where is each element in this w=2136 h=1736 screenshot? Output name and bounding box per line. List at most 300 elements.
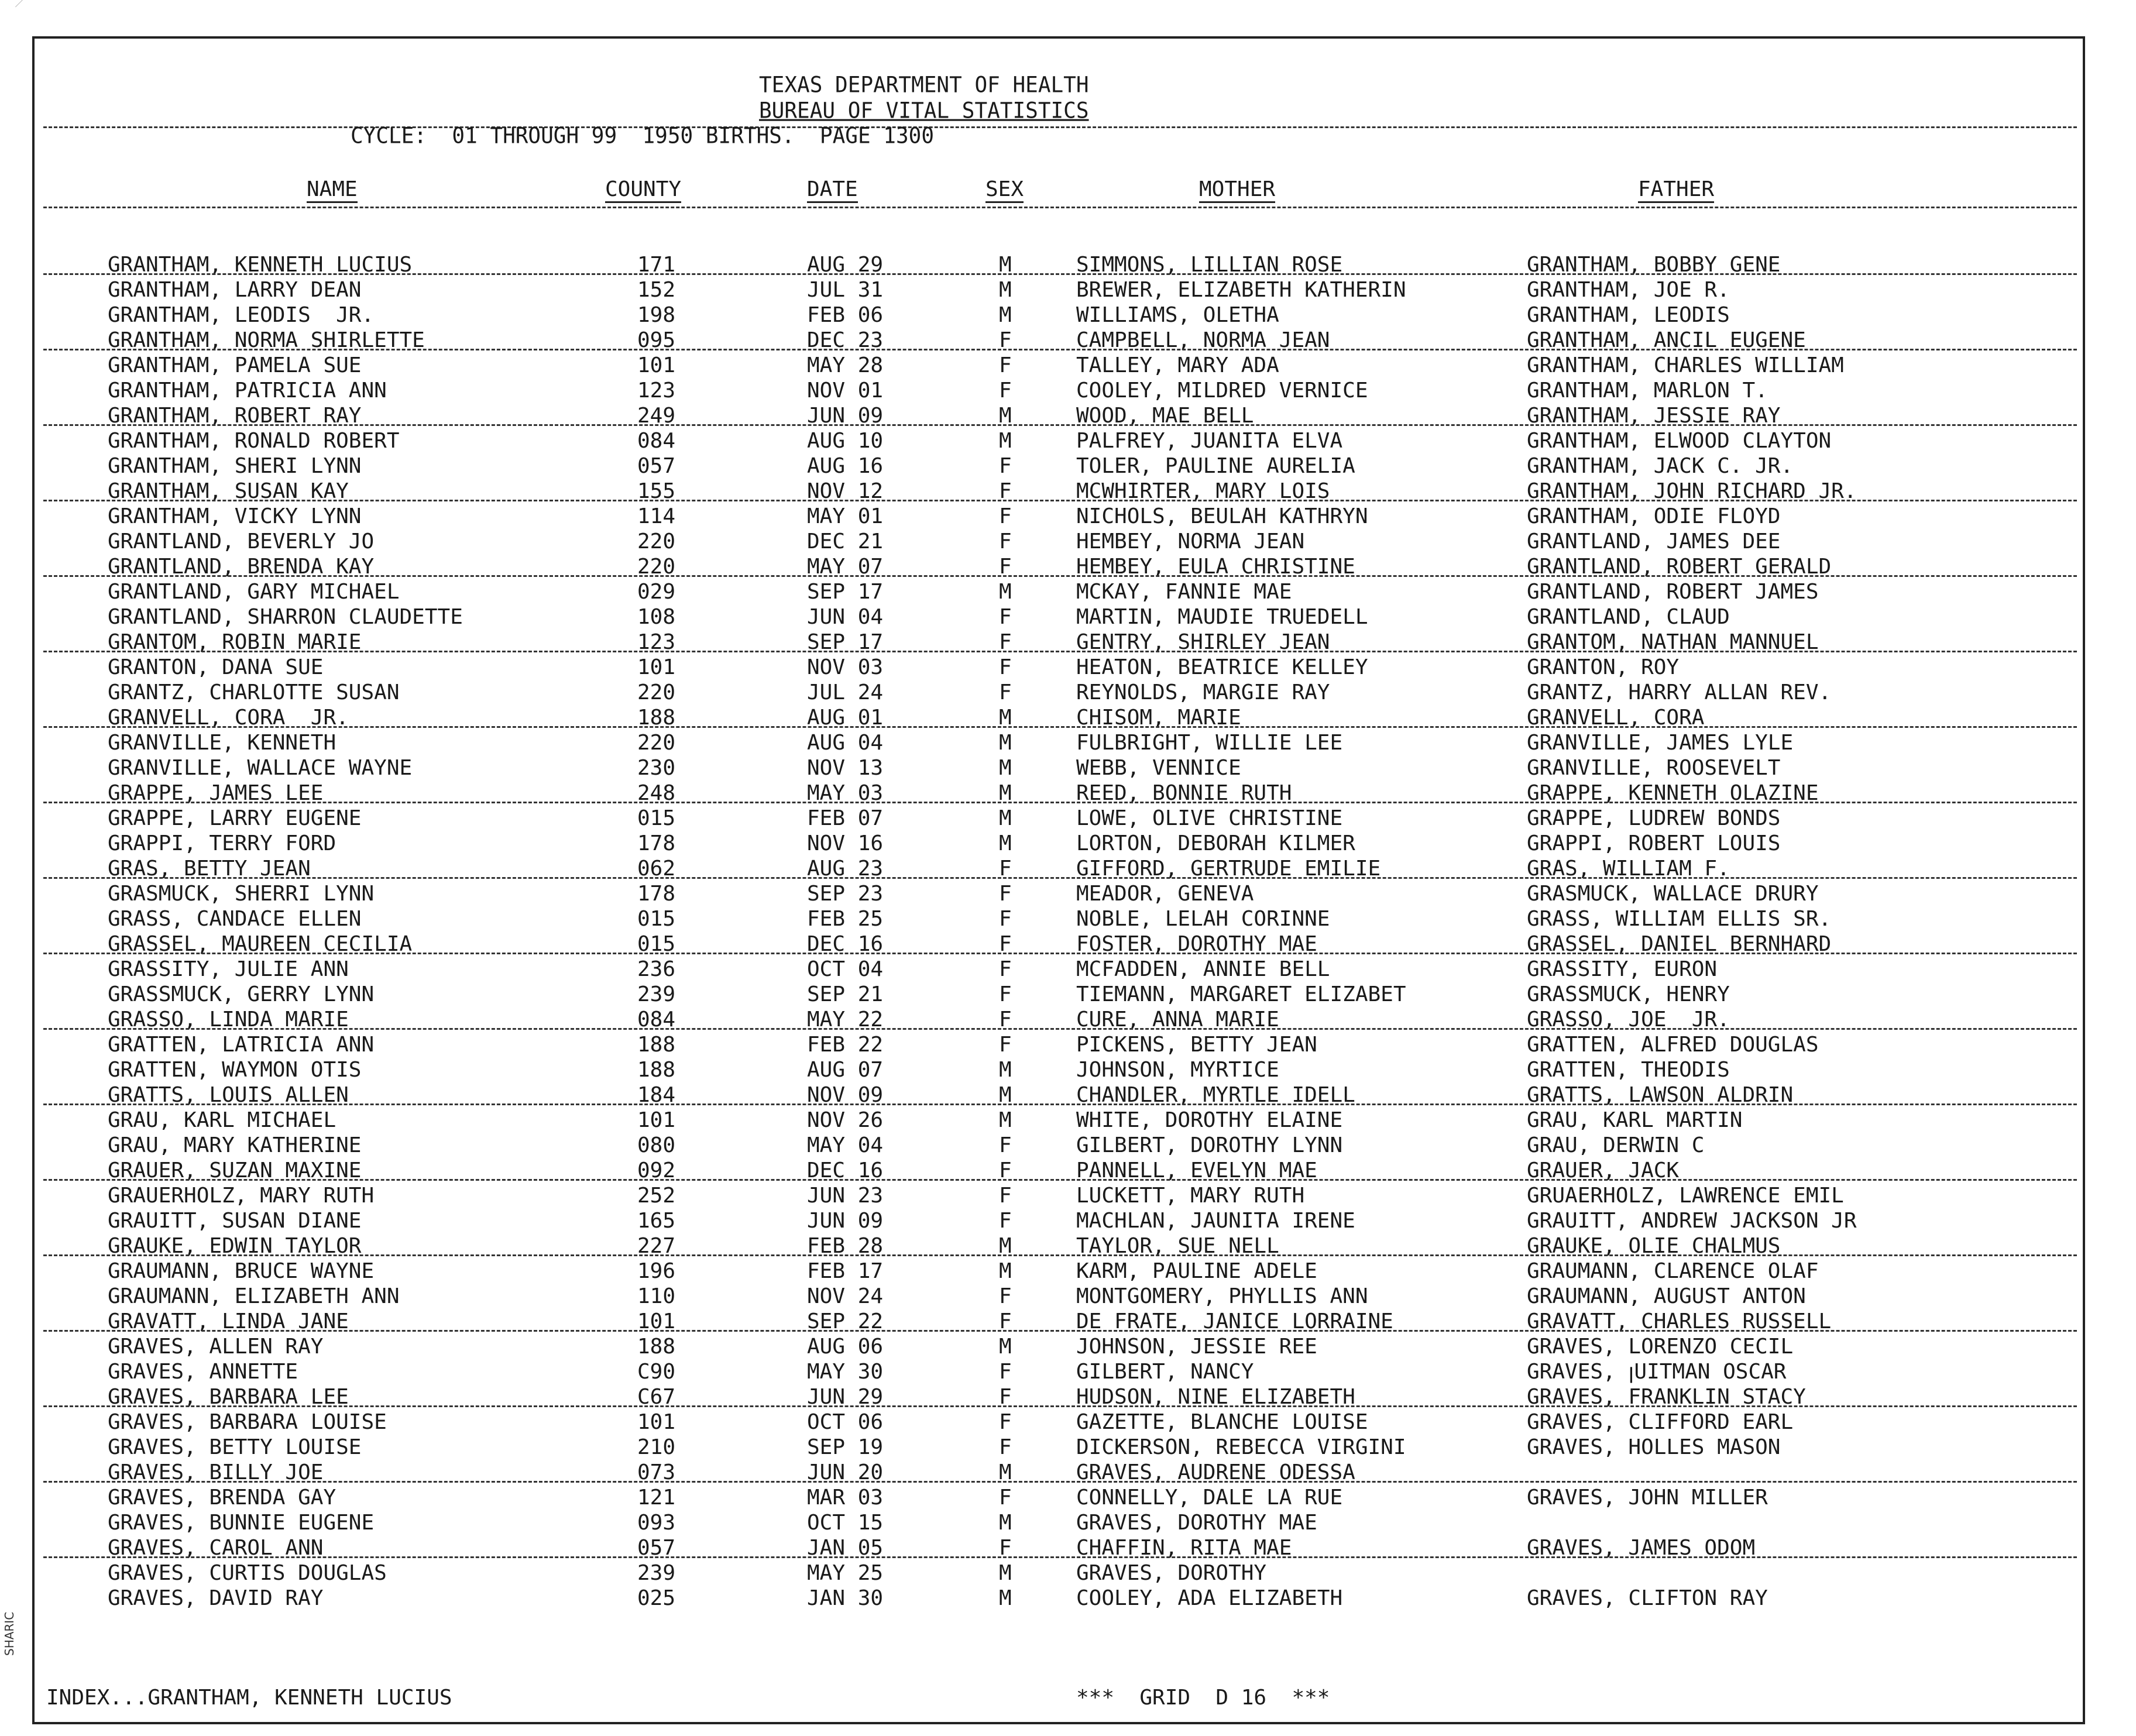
cell-name: GRANVILLE, WALLACE WAYNE: [108, 756, 413, 780]
cell-mother: HEMBEY, EULA CHRISTINE: [1076, 555, 1355, 579]
cell-father: GRATTEN, ALFRED DOUGLAS: [1527, 1033, 1819, 1057]
cell-date: JUL 24: [807, 680, 884, 704]
cell-name: GRAU, MARY KATHERINE: [108, 1133, 362, 1157]
cell-county: C67: [637, 1385, 676, 1409]
cell-sex: M: [999, 1586, 1012, 1610]
cell-father: GRANTHAM, JACK C. JR.: [1527, 454, 1794, 478]
cell-mother: GAZETTE, BLANCHE LOUISE: [1076, 1410, 1368, 1434]
cell-county: 220: [637, 680, 676, 704]
cell-mother: DICKERSON, REBECCA VIRGINI: [1076, 1435, 1406, 1459]
cell-date: AUG 07: [807, 1058, 884, 1082]
cell-mother: SIMMONS, LILLIAN ROSE: [1076, 253, 1343, 277]
cell-sex: M: [999, 1058, 1012, 1082]
footer-index: INDEX...GRANTHAM, KENNETH LUCIUS: [46, 1686, 452, 1710]
cell-county: 123: [637, 379, 676, 403]
cell-sex: F: [999, 353, 1012, 377]
rule-divider: [43, 1330, 2077, 1332]
cell-date: SEP 17: [807, 580, 884, 604]
cell-mother: CHISOM, MARIE: [1076, 706, 1241, 730]
cell-name: GRASSMUCK, GERRY LYNN: [108, 982, 375, 1006]
cell-father: GRAVES, CLIFFORD EARL: [1527, 1410, 1794, 1434]
table-row: [35, 428, 2083, 453]
cell-name: GRAVES, BARBARA LOUISE: [108, 1410, 387, 1434]
rule-divider: [43, 1481, 2077, 1483]
rule-divider: [43, 1556, 2077, 1558]
cell-sex: F: [999, 379, 1012, 403]
cell-county: 248: [637, 781, 676, 805]
cell-father: GRAVES, JAMES ODOM: [1527, 1536, 1756, 1560]
cell-mother: WEBB, VENNICE: [1076, 756, 1241, 780]
cell-father: GRANTZ, HARRY ALLAN REV.: [1527, 680, 1832, 704]
footer-grid: *** GRID D 16 ***: [1076, 1686, 1330, 1710]
table-row: [35, 1485, 2083, 1510]
cell-name: GRANTHAM, VICKY LYNN: [108, 504, 362, 528]
cell-county: 152: [637, 278, 676, 302]
cell-date: FEB 25: [807, 907, 884, 931]
cell-mother: LUCKETT, MARY RUTH: [1076, 1184, 1305, 1208]
cell-father: GRANTLAND, ROBERT JAMES: [1527, 580, 1819, 604]
cell-sex: F: [999, 1309, 1012, 1333]
cell-mother: PALFREY, JUANITA ELVA: [1076, 429, 1343, 453]
cell-sex: F: [999, 1209, 1012, 1233]
cell-mother: JOHNSON, JESSIE REE: [1076, 1335, 1317, 1359]
cell-name: GRAVES, ANNETTE: [108, 1360, 298, 1384]
cell-county: 155: [637, 479, 676, 503]
cell-date: FEB 17: [807, 1259, 884, 1283]
cell-mother: REED, BONNIE RUTH: [1076, 781, 1292, 805]
cell-county: 220: [637, 555, 676, 579]
cell-date: SEP 22: [807, 1309, 884, 1333]
cell-date: OCT 06: [807, 1410, 884, 1434]
cell-father: GRATTEN, THEODIS: [1527, 1058, 1730, 1082]
cell-county: 178: [637, 882, 676, 906]
cell-mother: HEMBEY, NORMA JEAN: [1076, 530, 1305, 554]
cell-mother: CONNELLY, DALE LA RUE: [1076, 1486, 1343, 1510]
cell-sex: F: [999, 1184, 1012, 1208]
header-agency: TEXAS DEPARTMENT OF HEALTH: [759, 72, 1089, 98]
cell-sex: M: [999, 1561, 1012, 1585]
cell-sex: M: [999, 1335, 1012, 1359]
cell-mother: GENTRY, SHIRLEY JEAN: [1076, 630, 1330, 654]
cell-sex: F: [999, 454, 1012, 478]
cell-date: NOV 01: [807, 379, 884, 403]
table-row: [35, 1133, 2083, 1158]
cell-date: MAY 28: [807, 353, 884, 377]
cell-father: GRANVELL, CORA: [1527, 706, 1705, 730]
cell-mother: DE FRATE, JANICE LORRAINE: [1076, 1309, 1393, 1333]
cell-mother: HEATON, BEATRICE KELLEY: [1076, 655, 1368, 679]
printout-sheet: [32, 36, 2085, 1724]
rule-divider: [43, 726, 2077, 728]
cell-name: GRAPPE, LARRY EUGENE: [108, 806, 362, 830]
rule-divider: [43, 651, 2077, 652]
cell-date: NOV 24: [807, 1284, 884, 1308]
cell-father: GRANTHAM, ELWOOD CLAYTON: [1527, 429, 1832, 453]
cell-father: GRASSITY, EURON: [1527, 957, 1718, 981]
rule-divider: [43, 1028, 2077, 1030]
cell-county: 196: [637, 1259, 676, 1283]
cell-sex: F: [999, 1159, 1012, 1182]
cell-father: GRAPPE, LUDREW BONDS: [1527, 806, 1781, 830]
cell-name: GRATTEN, LATRICIA ANN: [108, 1033, 375, 1057]
rule-divider: [43, 1254, 2077, 1256]
cell-mother: WOOD, MAE BELL: [1076, 404, 1254, 428]
cell-sex: F: [999, 1435, 1012, 1459]
cell-date: JUN 09: [807, 404, 884, 428]
rule-divider: [43, 1179, 2077, 1181]
cell-date: AUG 23: [807, 857, 884, 881]
cell-mother: WHITE, DOROTHY ELAINE: [1076, 1108, 1343, 1132]
cell-mother: NICHOLS, BEULAH KATHRYN: [1076, 504, 1368, 528]
cell-sex: M: [999, 303, 1012, 327]
cell-date: FEB 22: [807, 1033, 884, 1057]
cell-sex: F: [999, 1033, 1012, 1057]
table-row: [35, 378, 2083, 403]
cell-date: MAR 03: [807, 1486, 884, 1510]
cell-sex: F: [999, 957, 1012, 981]
cell-name: GRAVES, DAVID RAY: [108, 1586, 324, 1610]
cell-father: GRAVES, CLIFTON RAY: [1527, 1586, 1768, 1610]
cell-sex: M: [999, 1234, 1012, 1258]
cell-date: JAN 05: [807, 1536, 884, 1560]
cell-father: GRAUITT, ANDREW JACKSON JR: [1527, 1209, 1857, 1233]
cell-county: 101: [637, 353, 676, 377]
cell-father: GRAPPE, KENNETH OLAZINE: [1527, 781, 1819, 805]
table-row: [35, 277, 2083, 302]
rule-divider: [43, 575, 2077, 577]
cell-sex: F: [999, 655, 1012, 679]
cell-county: 198: [637, 303, 676, 327]
rule-divider: [43, 349, 2077, 350]
cell-county: 110: [637, 1284, 676, 1308]
cell-father: GRANTON, ROY: [1527, 655, 1680, 679]
cell-mother: MCFADDEN, ANNIE BELL: [1076, 957, 1330, 981]
cell-date: NOV 16: [807, 831, 884, 855]
cell-county: 227: [637, 1234, 676, 1258]
table-row: [35, 453, 2083, 479]
cell-county: 184: [637, 1083, 676, 1107]
cell-mother: TAYLOR, SUE NELL: [1076, 1234, 1279, 1258]
cell-name: GRANTHAM, PATRICIA ANN: [108, 379, 387, 403]
cell-sex: F: [999, 1486, 1012, 1510]
cell-name: GRANTLAND, GARY MICHAEL: [108, 580, 400, 604]
cell-name: GRAVES, BARBARA LEE: [108, 1385, 349, 1409]
cell-county: 101: [637, 1309, 676, 1333]
cell-father: GRAUKE, OLIE CHALMUS: [1527, 1234, 1781, 1258]
cell-county: 239: [637, 1561, 676, 1585]
side-mark: SHARIC: [2, 1611, 16, 1656]
table-row: [35, 1208, 2083, 1233]
cell-sex: F: [999, 1536, 1012, 1560]
cell-sex: F: [999, 982, 1012, 1006]
cell-name: GRAVES, BRENDA GAY: [108, 1486, 336, 1510]
cell-name: GRASS, CANDACE ELLEN: [108, 907, 362, 931]
cell-sex: F: [999, 1410, 1012, 1434]
cell-sex: F: [999, 504, 1012, 528]
cell-sex: F: [999, 680, 1012, 704]
cell-date: JUN 29: [807, 1385, 884, 1409]
cell-father: GRAPPI, ROBERT LOUIS: [1527, 831, 1781, 855]
cell-mother: CAMPBELL, NORMA JEAN: [1076, 328, 1330, 352]
cell-date: AUG 16: [807, 454, 884, 478]
column-header-mother: MOTHER: [1199, 179, 1275, 203]
cell-name: GRASSITY, JULIE ANN: [108, 957, 349, 981]
table-row: [35, 1259, 2083, 1284]
cell-date: MAY 04: [807, 1133, 884, 1157]
cell-county: 084: [637, 429, 676, 453]
cell-sex: M: [999, 706, 1012, 730]
cell-mother: GRAVES, AUDRENE ODESSA: [1076, 1460, 1355, 1484]
cell-mother: COOLEY, MILDRED VERNICE: [1076, 379, 1368, 403]
cell-name: GRAUITT, SUSAN DIANE: [108, 1209, 362, 1233]
table-row: [35, 982, 2083, 1007]
table-row: [35, 1586, 2083, 1611]
cell-county: 015: [637, 907, 676, 931]
cell-name: GRANTHAM, LEODIS JR.: [108, 303, 375, 327]
cell-mother: COOLEY, ADA ELIZABETH: [1076, 1586, 1343, 1610]
cell-name: GRASSO, LINDA MARIE: [108, 1008, 349, 1032]
cell-sex: F: [999, 907, 1012, 931]
cell-date: MAY 22: [807, 1008, 884, 1032]
header-bureau: BUREAU OF VITAL STATISTICS: [759, 98, 1089, 123]
cell-date: NOV 26: [807, 1108, 884, 1132]
cell-date: AUG 01: [807, 706, 884, 730]
rule-divider: [43, 500, 2077, 501]
cell-name: GRANVELL, CORA JR.: [108, 706, 349, 730]
cell-father: GRASSEL, DANIEL BERNHARD: [1527, 932, 1832, 956]
table-row: [35, 680, 2083, 705]
cell-sex: F: [999, 605, 1012, 629]
cell-father: GRATTS, LAWSON ALDRIN: [1527, 1083, 1794, 1107]
cell-mother: MARTIN, MAUDIE TRUEDELL: [1076, 605, 1368, 629]
column-header-date: DATE: [807, 179, 858, 203]
table-row: [35, 579, 2083, 604]
table-row: [35, 1410, 2083, 1435]
cell-name: GRANTHAM, SUSAN KAY: [108, 479, 349, 503]
cell-name: GRAUMANN, BRUCE WAYNE: [108, 1259, 375, 1283]
table-row: [35, 1032, 2083, 1057]
cell-date: FEB 06: [807, 303, 884, 327]
cell-county: 101: [637, 655, 676, 679]
cell-name: GRANTHAM, NORMA SHIRLETTE: [108, 328, 425, 352]
cell-mother: TALLEY, MARY ADA: [1076, 353, 1279, 377]
cell-name: GRATTEN, WAYMON OTIS: [108, 1058, 362, 1082]
cell-date: NOV 03: [807, 655, 884, 679]
cell-mother: JOHNSON, MYRTICE: [1076, 1058, 1279, 1082]
cell-mother: REYNOLDS, MARGIE RAY: [1076, 680, 1330, 704]
table-row: [35, 302, 2083, 328]
table-row: [35, 957, 2083, 982]
cell-county: 093: [637, 1511, 676, 1535]
cell-mother: GILBERT, NANCY: [1076, 1360, 1254, 1384]
cell-date: MAY 30: [807, 1360, 884, 1384]
cell-name: GRAU, KARL MICHAEL: [108, 1108, 336, 1132]
cell-date: NOV 13: [807, 756, 884, 780]
cell-father: GRAVES, LORENZO CECIL: [1527, 1335, 1794, 1359]
column-header-name: NAME: [307, 179, 358, 203]
cell-date: JAN 30: [807, 1586, 884, 1610]
table-row: [35, 1057, 2083, 1082]
cell-county: 015: [637, 806, 676, 830]
cell-county: 029: [637, 580, 676, 604]
rule-divider: [43, 953, 2077, 954]
cell-sex: M: [999, 1511, 1012, 1535]
cell-father: GRAVATT, CHARLES RUSSELL: [1527, 1309, 1832, 1333]
column-header-father: FATHER: [1638, 179, 1714, 203]
cell-mother: GRAVES, DOROTHY: [1076, 1561, 1267, 1585]
cell-county: 084: [637, 1008, 676, 1032]
cell-father: GRASS, WILLIAM ELLIS SR.: [1527, 907, 1832, 931]
cell-date: SEP 17: [807, 630, 884, 654]
cell-sex: F: [999, 1284, 1012, 1308]
cell-county: 236: [637, 957, 676, 981]
table-row: [35, 831, 2083, 856]
cell-name: GRAS, BETTY JEAN: [108, 857, 311, 881]
rule-divider: [43, 877, 2077, 879]
table-row: [35, 655, 2083, 680]
cell-sex: F: [999, 1360, 1012, 1384]
cell-county: 121: [637, 1486, 676, 1510]
cell-county: 220: [637, 530, 676, 554]
cell-date: JUN 20: [807, 1460, 884, 1484]
cell-mother: BREWER, ELIZABETH KATHERIN: [1076, 278, 1406, 302]
cell-date: NOV 09: [807, 1083, 884, 1107]
cell-mother: GIFFORD, GERTRUDE EMILIE: [1076, 857, 1381, 881]
birth-records-list: [35, 39, 2083, 1722]
cell-mother: LOWE, OLIVE CHRISTINE: [1076, 806, 1343, 830]
cell-date: OCT 04: [807, 957, 884, 981]
table-row: [35, 881, 2083, 906]
cell-county: 178: [637, 831, 676, 855]
cell-mother: GILBERT, DOROTHY LYNN: [1076, 1133, 1343, 1157]
cell-father: GRAS, WILLIAM F.: [1527, 857, 1730, 881]
cell-father: GRAUMANN, AUGUST ANTON: [1527, 1284, 1806, 1308]
table-row: [35, 1510, 2083, 1535]
cell-county: 057: [637, 1536, 676, 1560]
cell-county: C90: [637, 1360, 676, 1384]
cell-name: GRANTOM, ROBIN MARIE: [108, 630, 362, 654]
cell-name: GRANTLAND, SHARRON CLAUDETTE: [108, 605, 463, 629]
cell-county: 249: [637, 404, 676, 428]
cell-sex: M: [999, 580, 1012, 604]
cell-county: 062: [637, 857, 676, 881]
cell-father: GRAUMANN, CLARENCE OLAF: [1527, 1259, 1819, 1283]
cell-sex: F: [999, 1385, 1012, 1409]
table-row: [35, 529, 2083, 554]
cell-mother: KARM, PAULINE ADELE: [1076, 1259, 1317, 1283]
cell-father: GRANTOM, NATHAN MANNUEL: [1527, 630, 1819, 654]
cell-sex: F: [999, 555, 1012, 579]
cell-county: 188: [637, 1058, 676, 1082]
cell-mother: MCWHIRTER, MARY LOIS: [1076, 479, 1330, 503]
cell-county: 092: [637, 1159, 676, 1182]
column-header-sex: SEX: [985, 179, 1024, 203]
cell-father: GRAU, KARL MARTIN: [1527, 1108, 1743, 1132]
rule-divider: [43, 273, 2077, 275]
cell-date: DEC 16: [807, 932, 884, 956]
table-row: [35, 1183, 2083, 1208]
table-row: [35, 604, 2083, 630]
scan-corner-mark: [15, 0, 32, 15]
cell-county: 101: [637, 1410, 676, 1434]
table-row: [35, 353, 2083, 378]
cell-sex: M: [999, 429, 1012, 453]
cell-father: GRAVES, FRANKLIN STACY: [1527, 1385, 1806, 1409]
table-row: [35, 806, 2083, 831]
rule-divider: [43, 1104, 2077, 1105]
cell-sex: F: [999, 530, 1012, 554]
table-row: [35, 755, 2083, 781]
cell-county: 171: [637, 253, 676, 277]
header-cycle: CYCLE: 01 THROUGH 99 1950 BIRTHS. PAGE 1300: [351, 123, 934, 149]
cell-name: GRAUERHOLZ, MARY RUTH: [108, 1184, 375, 1208]
cell-name: GRAVES, BUNNIE EUGENE: [108, 1511, 375, 1535]
cell-name: GRAPPE, JAMES LEE: [108, 781, 324, 805]
cell-mother: NOBLE, LELAH CORINNE: [1076, 907, 1330, 931]
cell-name: GRANTZ, CHARLOTTE SUSAN: [108, 680, 400, 704]
cell-name: GRANTON, DANA SUE: [108, 655, 324, 679]
cell-mother: MONTGOMERY, PHYLLIS ANN: [1076, 1284, 1368, 1308]
cell-name: GRAUKE, EDWIN TAYLOR: [108, 1234, 362, 1258]
cell-county: 073: [637, 1460, 676, 1484]
cell-sex: M: [999, 756, 1012, 780]
cell-father: GRANTHAM, ODIE FLOYD: [1527, 504, 1781, 528]
cell-sex: M: [999, 1108, 1012, 1132]
cell-father: GRANTHAM, LEODIS: [1527, 303, 1730, 327]
cell-date: SEP 23: [807, 882, 884, 906]
cell-name: GRANTHAM, KENNETH LUCIUS: [108, 253, 413, 277]
cell-sex: M: [999, 806, 1012, 830]
cell-county: 239: [637, 982, 676, 1006]
cell-father: GRANTHAM, JESSIE RAY: [1527, 404, 1781, 428]
cell-date: FEB 07: [807, 806, 884, 830]
cell-mother: FOSTER, DOROTHY MAE: [1076, 932, 1317, 956]
cell-date: MAY 25: [807, 1561, 884, 1585]
cell-mother: CHAFFIN, RITA MAE: [1076, 1536, 1292, 1560]
cell-father: GRANTLAND, JAMES DEE: [1527, 530, 1781, 554]
table-row: [35, 1359, 2083, 1384]
cell-mother: MEADOR, GENEVA: [1076, 882, 1254, 906]
cell-father: GRASMUCK, WALLACE DRURY: [1527, 882, 1819, 906]
cell-father: GRANTHAM, MARLON T.: [1527, 379, 1768, 403]
cell-name: GRAVES, BETTY LOUISE: [108, 1435, 362, 1459]
cell-date: DEC 21: [807, 530, 884, 554]
cell-name: GRANVILLE, KENNETH: [108, 731, 336, 755]
cell-county: 108: [637, 605, 676, 629]
table-row: [35, 1284, 2083, 1309]
cell-name: GRATTS, LOUIS ALLEN: [108, 1083, 349, 1107]
cell-sex: M: [999, 781, 1012, 805]
cell-father: GRAVES, HOLLES MASON: [1527, 1435, 1781, 1459]
cell-date: AUG 04: [807, 731, 884, 755]
rule-divider: [43, 1405, 2077, 1407]
cell-county: 210: [637, 1435, 676, 1459]
cell-name: GRAUMANN, ELIZABETH ANN: [108, 1284, 400, 1308]
cell-date: FEB 28: [807, 1234, 884, 1258]
cell-father: GRANTLAND, CLAUD: [1527, 605, 1730, 629]
cell-county: 080: [637, 1133, 676, 1157]
cell-county: 220: [637, 731, 676, 755]
cell-date: MAY 07: [807, 555, 884, 579]
cell-date: JUN 04: [807, 605, 884, 629]
cell-county: 015: [637, 932, 676, 956]
cell-sex: M: [999, 1259, 1012, 1283]
cell-mother: MCKAY, FANNIE MAE: [1076, 580, 1292, 604]
table-row: [35, 1334, 2083, 1359]
cell-name: GRAVES, CURTIS DOUGLAS: [108, 1561, 387, 1585]
cell-sex: M: [999, 278, 1012, 302]
cell-date: MAY 03: [807, 781, 884, 805]
